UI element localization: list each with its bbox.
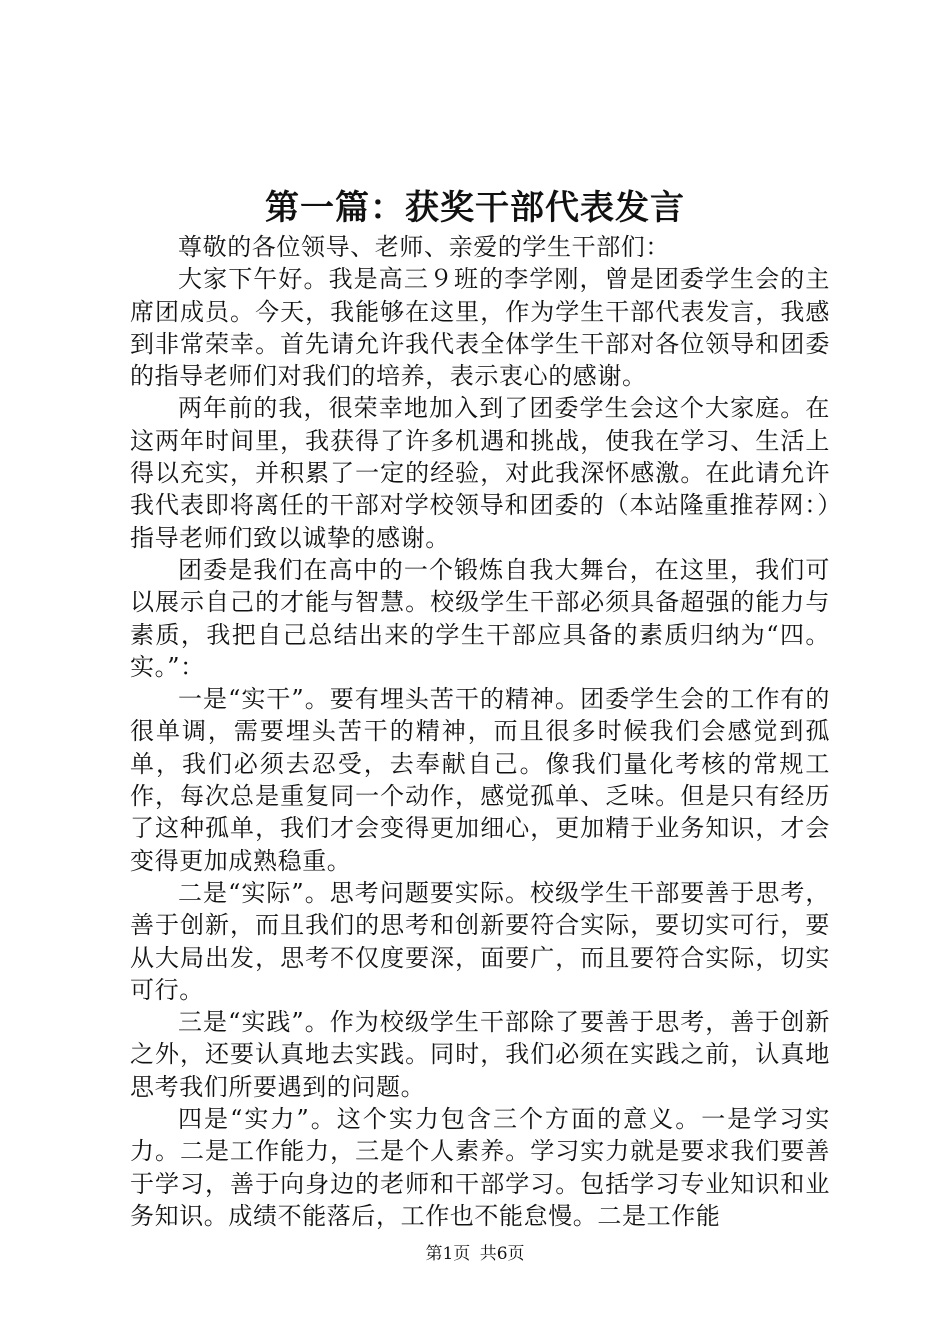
paragraph-point-one: 一是“实干”。要有埋头苦干的精神。团委学生会的工作有的很单调，需要埋头苦干的精神，而且很多时候我们会感觉到孤单，我们必须去忍受，去奉献自己。像我们量化考核的常规工作，每次总是重复同一个动作，感觉孤单、乏味。但是只有经历了这种孤单，我们才会变得更加细心，更加精于业务知识，才会变得更加成熟稳重。	[130, 685, 830, 875]
paragraph-introduction: 大家下午好。我是高三９班的李学刚，曾是团委学生会的主席团成员。今天，我能够在这里，作为学生干部代表发言，我感到非常荣幸。首先请允许我代表全体学生干部对各位领导和团委的指导老师们对我们的培养，表示衷心的感谢。	[130, 265, 830, 391]
paragraph-point-three: 三是“实践”。作为校级学生干部除了要善于思考，善于创新之外，还要认真地去实践。同时，我们必须在实践之前，认真地思考我们所要遇到的问题。	[130, 1008, 830, 1101]
paragraph-two-years: 两年前的我，很荣幸地加入到了团委学生会这个大家庭。在这两年时间里，我获得了许多机遇和挑战，使我在学习、生活上得以充实，并积累了一定的经验，对此我深怀感激。在此请允许我代表即将离任的干部对学校领导和团委的（本站隆重推荐网：）指导老师们致以诚挚的感谢。	[130, 394, 830, 552]
paragraph-league-stage: 团委是我们在高中的一个锻炼自我大舞台，在这里，我们可以展示自己的才能与智慧。校级学生干部必须具备超强的能力与素质，我把自己总结出来的学生干部应具备的素质归纳为“四。实。”：	[130, 555, 830, 681]
paragraph-point-four: 四是“实力”。这个实力包含三个方面的意义。一是学习实力。二是工作能力，三是个人素养。学习实力就是要求我们要善于学习，善于向身边的老师和干部学习。包括学习专业知识和业务知识。成绩不能落后，工作也不能怠慢。二是工作能	[130, 1105, 830, 1230]
document-title: 第一篇：获奖干部代表发言	[265, 188, 685, 228]
page-total: 共6页	[479, 1244, 525, 1264]
page-footer	[0, 1243, 950, 1265]
document-body	[130, 231, 830, 1232]
page-number: 第1页	[425, 1244, 471, 1264]
paragraph-point-two: 二是“实际”。思考问题要实际。校级学生干部要善于思考，善于创新，而且我们的思考和创新要符合实际，要切实可行，要从大局出发，思考不仅度要深，面要广，而且要符合实际，切实可行。	[130, 878, 830, 1004]
paragraph-salutation: 尊敬的各位领导、老师、亲爱的学生干部们：	[178, 233, 670, 261]
